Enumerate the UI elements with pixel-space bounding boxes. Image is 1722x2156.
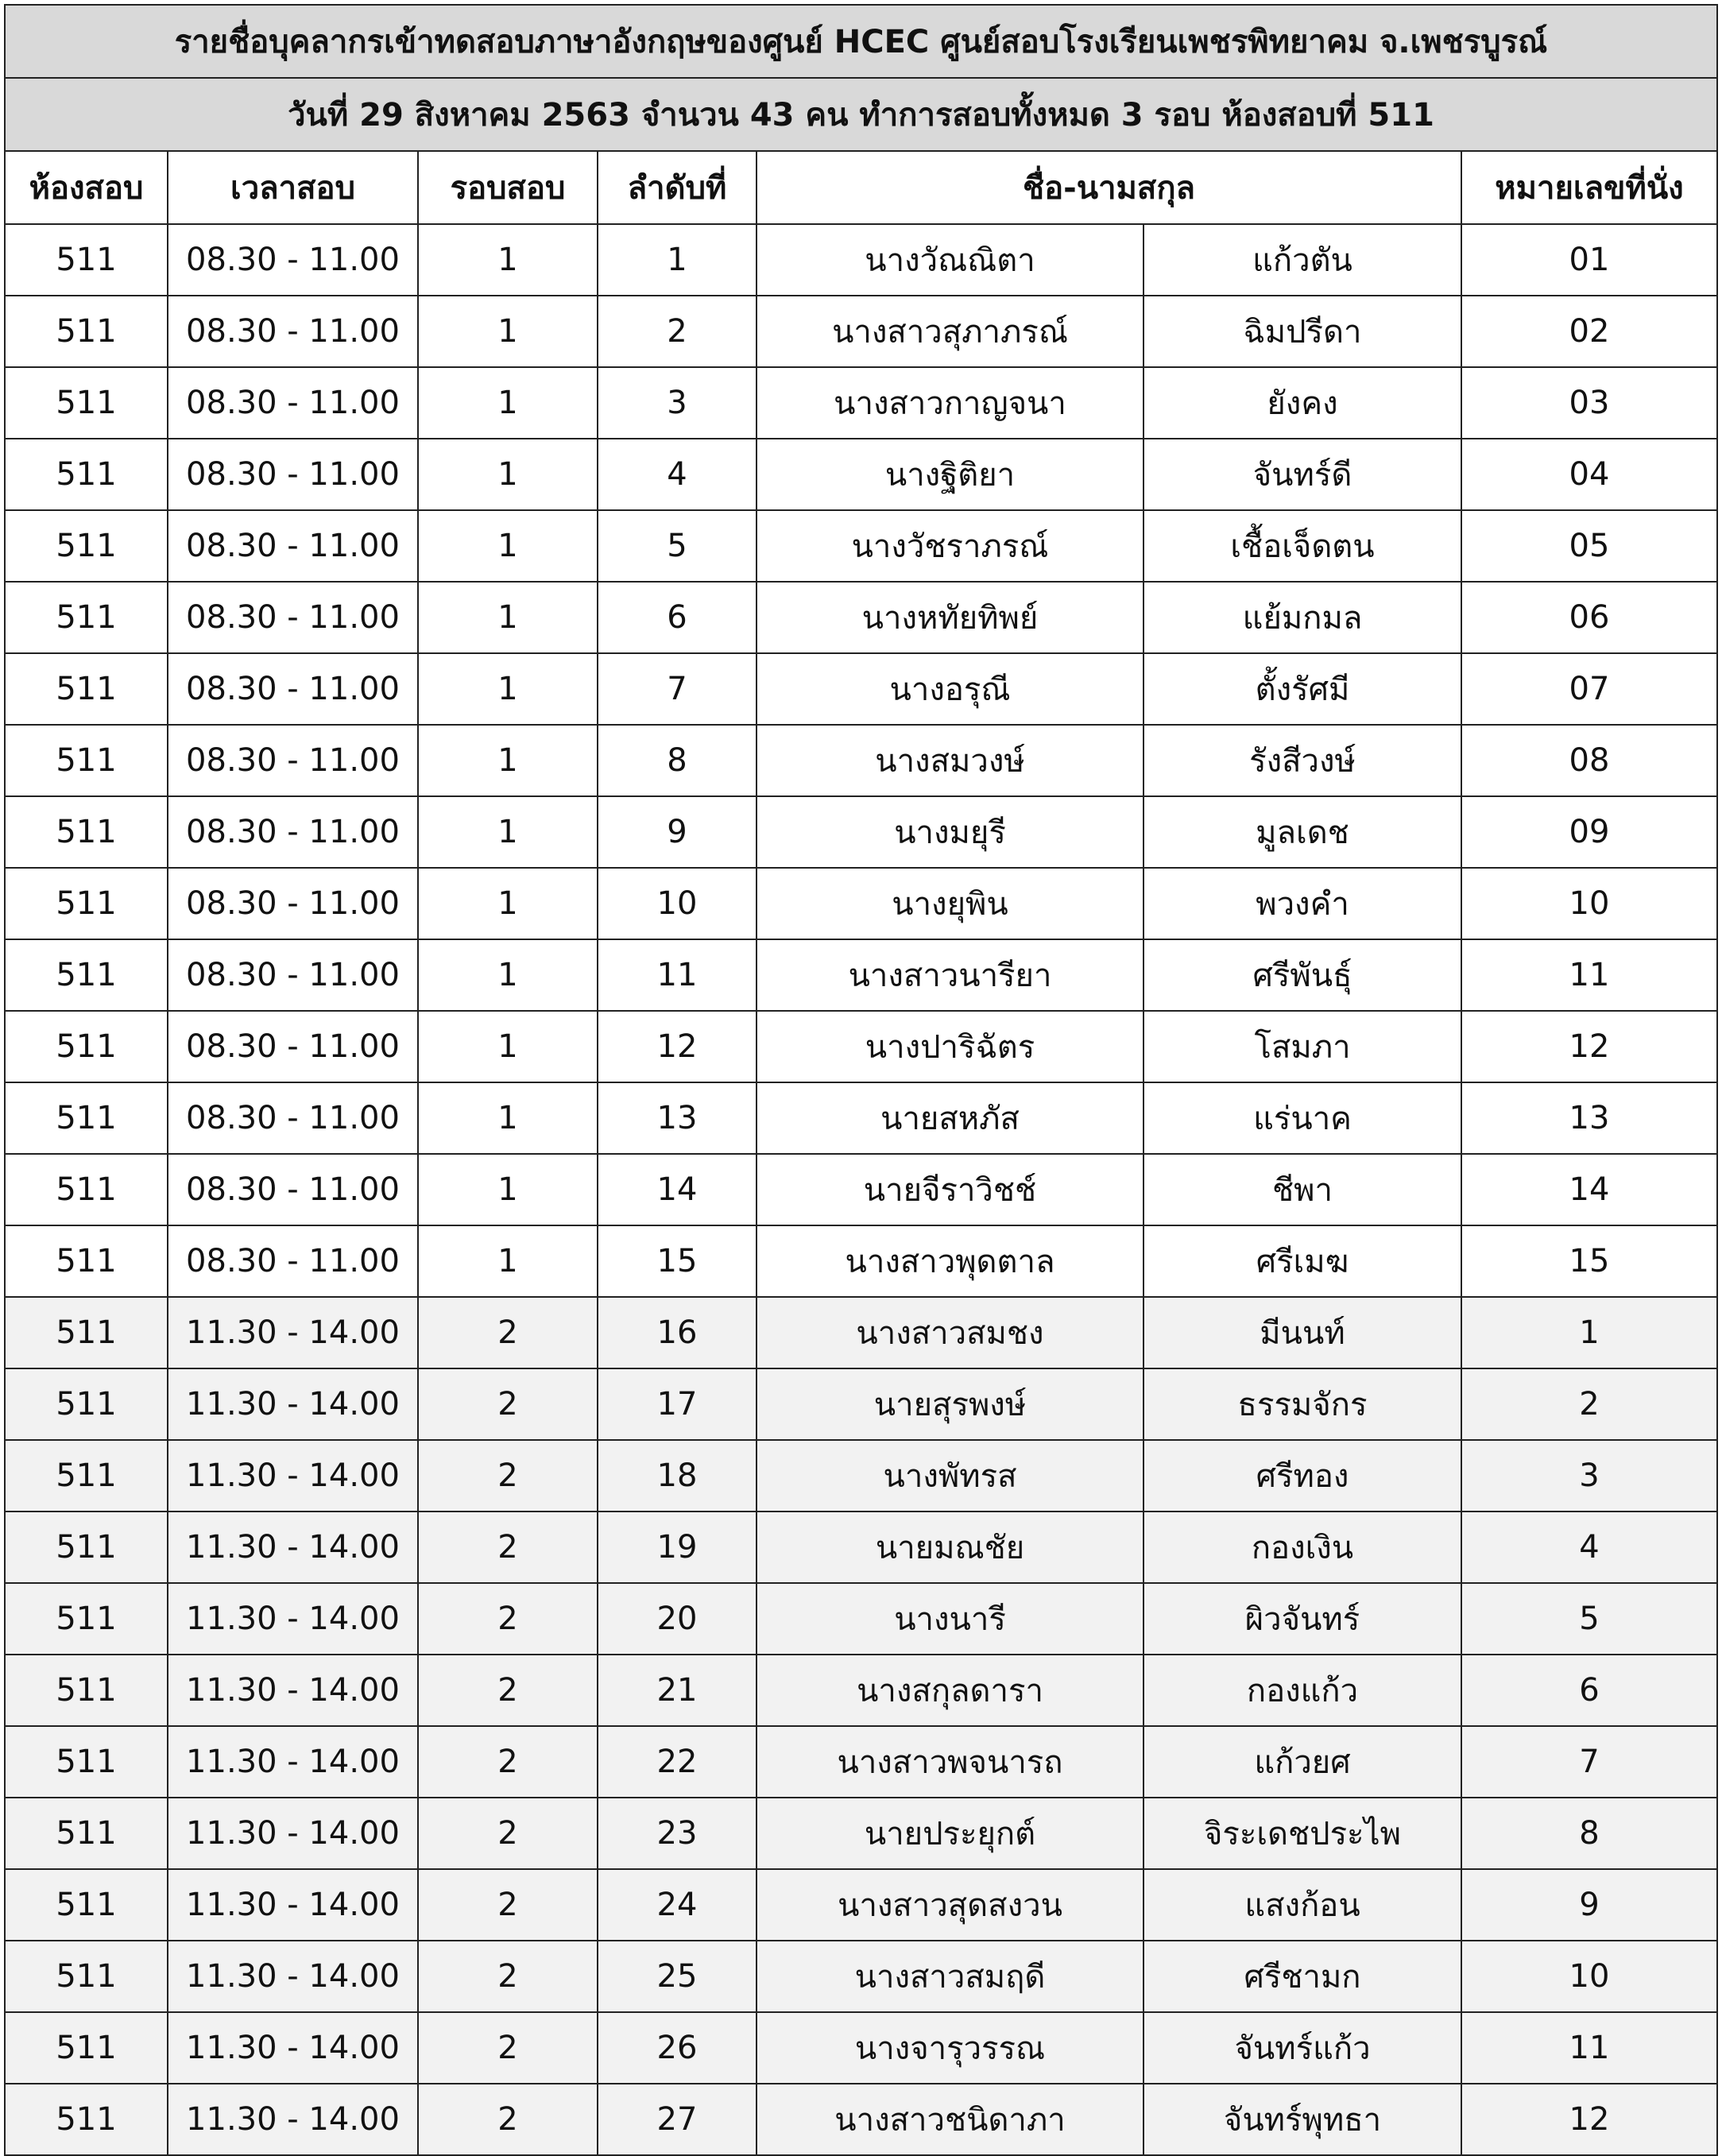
cell-first-name: นางอรุณี	[757, 653, 1143, 725]
table-row	[5, 439, 1717, 510]
cell-first-name: นางยุพิน	[757, 868, 1143, 939]
cell-room: 511	[5, 2012, 168, 2084]
cell-round: 2	[418, 1440, 598, 1512]
cell-first-name: นางสาวพจนารถ	[757, 1726, 1143, 1798]
table-row	[5, 939, 1717, 1011]
cell-last-name: รังสีวงษ์	[1143, 725, 1461, 796]
cell-room: 511	[5, 939, 168, 1011]
cell-round: 1	[418, 439, 598, 510]
table-row	[5, 1297, 1717, 1368]
cell-first-name: นางปาริฉัตร	[757, 1011, 1143, 1082]
cell-exam-time: 11.30 - 14.00	[168, 1297, 418, 1368]
cell-first-name: นางสาวสุภาภรณ์	[757, 296, 1143, 367]
cell-last-name: แร่นาค	[1143, 1082, 1461, 1154]
cell-last-name: ศรีพันธุ์	[1143, 939, 1461, 1011]
cell-room: 511	[5, 1798, 168, 1869]
cell-exam-time: 11.30 - 14.00	[168, 1655, 418, 1726]
cell-exam-time: 08.30 - 11.00	[168, 439, 418, 510]
table-row	[5, 367, 1717, 439]
cell-last-name: มูลเดช	[1143, 796, 1461, 868]
cell-order: 17	[598, 1368, 757, 1440]
cell-last-name: กองเงิน	[1143, 1512, 1461, 1583]
table-row	[5, 1798, 1717, 1869]
cell-seat-number: 10	[1461, 868, 1717, 939]
cell-seat-number: 04	[1461, 439, 1717, 510]
cell-round: 1	[418, 1154, 598, 1225]
cell-last-name: แก้วยศ	[1143, 1726, 1461, 1798]
cell-room: 511	[5, 1726, 168, 1798]
cell-exam-time: 08.30 - 11.00	[168, 510, 418, 582]
cell-room: 511	[5, 224, 168, 296]
cell-order: 13	[598, 1082, 757, 1154]
cell-seat-number: 2	[1461, 1368, 1717, 1440]
cell-exam-time: 08.30 - 11.00	[168, 296, 418, 367]
cell-room: 511	[5, 1869, 168, 1941]
cell-order: 1	[598, 224, 757, 296]
cell-first-name: นายประยุกต์	[757, 1798, 1143, 1869]
cell-order: 24	[598, 1869, 757, 1941]
column-header-row	[5, 151, 1717, 224]
table-row	[5, 868, 1717, 939]
cell-room: 511	[5, 1941, 168, 2012]
cell-last-name: ธรรมจักร	[1143, 1368, 1461, 1440]
cell-last-name: จันทร์แก้ว	[1143, 2012, 1461, 2084]
cell-round: 2	[418, 2084, 598, 2155]
cell-order: 18	[598, 1440, 757, 1512]
cell-round: 1	[418, 653, 598, 725]
table-row	[5, 1225, 1717, 1297]
cell-order: 15	[598, 1225, 757, 1297]
col-header-time: เวลาสอบ	[168, 151, 418, 224]
cell-room: 511	[5, 1011, 168, 1082]
cell-exam-time: 08.30 - 11.00	[168, 868, 418, 939]
cell-seat-number: 03	[1461, 367, 1717, 439]
cell-order: 23	[598, 1798, 757, 1869]
cell-room: 511	[5, 1440, 168, 1512]
table-row	[5, 725, 1717, 796]
cell-first-name: นางสมวงษ์	[757, 725, 1143, 796]
cell-first-name: นางสาวสมฤดี	[757, 1941, 1143, 2012]
cell-seat-number: 05	[1461, 510, 1717, 582]
cell-first-name: นางวัณณิตา	[757, 224, 1143, 296]
exam-roster-table	[4, 4, 1718, 2156]
cell-last-name: กองแก้ว	[1143, 1655, 1461, 1726]
cell-exam-time: 08.30 - 11.00	[168, 725, 418, 796]
table-row	[5, 1583, 1717, 1655]
cell-seat-number: 06	[1461, 582, 1717, 653]
cell-order: 22	[598, 1726, 757, 1798]
cell-last-name: ผิวจันทร์	[1143, 1583, 1461, 1655]
table-row	[5, 296, 1717, 367]
cell-last-name: จิระเดชประไพ	[1143, 1798, 1461, 1869]
cell-exam-time: 11.30 - 14.00	[168, 1941, 418, 2012]
table-row	[5, 582, 1717, 653]
cell-exam-time: 11.30 - 14.00	[168, 2012, 418, 2084]
cell-order: 14	[598, 1154, 757, 1225]
cell-round: 2	[418, 1726, 598, 1798]
table-row	[5, 1011, 1717, 1082]
roster-body	[5, 224, 1717, 2155]
cell-first-name: นางมยุรี	[757, 796, 1143, 868]
col-header-name: ชื่อ-นามสกุล	[757, 151, 1461, 224]
cell-exam-time: 08.30 - 11.00	[168, 224, 418, 296]
cell-round: 2	[418, 1512, 598, 1583]
col-header-seat: หมายเลขที่นั่ง	[1461, 151, 1717, 224]
table-row	[5, 2084, 1717, 2155]
cell-round: 1	[418, 582, 598, 653]
cell-room: 511	[5, 1512, 168, 1583]
cell-round: 1	[418, 1082, 598, 1154]
cell-seat-number: 7	[1461, 1726, 1717, 1798]
cell-order: 25	[598, 1941, 757, 2012]
cell-last-name: มีนนท์	[1143, 1297, 1461, 1368]
cell-seat-number: 08	[1461, 725, 1717, 796]
cell-round: 2	[418, 2012, 598, 2084]
cell-round: 2	[418, 1798, 598, 1869]
cell-first-name: นางจารุวรรณ	[757, 2012, 1143, 2084]
cell-last-name: พวงคำ	[1143, 868, 1461, 939]
cell-seat-number: 07	[1461, 653, 1717, 725]
cell-first-name: นางสาวนารียา	[757, 939, 1143, 1011]
cell-round: 1	[418, 367, 598, 439]
cell-round: 1	[418, 725, 598, 796]
cell-seat-number: 15	[1461, 1225, 1717, 1297]
cell-last-name: แก้วตัน	[1143, 224, 1461, 296]
cell-seat-number: 5	[1461, 1583, 1717, 1655]
cell-round: 2	[418, 1368, 598, 1440]
cell-seat-number: 11	[1461, 2012, 1717, 2084]
cell-seat-number: 3	[1461, 1440, 1717, 1512]
document-title: รายชื่อบุคลากรเข้าทดสอบภาษาอังกฤษของศูนย์ HCEC ศูนย์สอบโรงเรียนเพชรพิทยาคม จ.เพชรบูรณ์	[5, 5, 1717, 78]
cell-room: 511	[5, 1368, 168, 1440]
table-row	[5, 1154, 1717, 1225]
table-row	[5, 1082, 1717, 1154]
cell-round: 2	[418, 1941, 598, 2012]
cell-seat-number: 4	[1461, 1512, 1717, 1583]
cell-last-name: ศรีชามก	[1143, 1941, 1461, 2012]
cell-exam-time: 11.30 - 14.00	[168, 1583, 418, 1655]
cell-last-name: ชีพา	[1143, 1154, 1461, 1225]
cell-order: 6	[598, 582, 757, 653]
document-subtitle: วันที่ 29 สิงหาคม 2563 จำนวน 43 คน ทำการสอบทั้งหมด 3 รอบ ห้องสอบที่ 511	[5, 78, 1717, 151]
cell-exam-time: 11.30 - 14.00	[168, 1440, 418, 1512]
table-row	[5, 1941, 1717, 2012]
cell-order: 4	[598, 439, 757, 510]
cell-exam-time: 08.30 - 11.00	[168, 1225, 418, 1297]
cell-order: 16	[598, 1297, 757, 1368]
cell-seat-number: 09	[1461, 796, 1717, 868]
cell-last-name: เชื้อเจ็ดตน	[1143, 510, 1461, 582]
cell-first-name: นายสุรพงษ์	[757, 1368, 1143, 1440]
cell-seat-number: 6	[1461, 1655, 1717, 1726]
cell-exam-time: 08.30 - 11.00	[168, 1154, 418, 1225]
title-row-1	[5, 5, 1717, 78]
cell-order: 10	[598, 868, 757, 939]
cell-room: 511	[5, 725, 168, 796]
cell-order: 7	[598, 653, 757, 725]
cell-order: 19	[598, 1512, 757, 1583]
cell-seat-number: 13	[1461, 1082, 1717, 1154]
cell-room: 511	[5, 582, 168, 653]
title-row-2	[5, 78, 1717, 151]
cell-last-name: ฉิมปรีดา	[1143, 296, 1461, 367]
cell-room: 511	[5, 510, 168, 582]
cell-first-name: นางฐิติยา	[757, 439, 1143, 510]
cell-room: 511	[5, 1082, 168, 1154]
cell-first-name: นางหทัยทิพย์	[757, 582, 1143, 653]
cell-first-name: นางสาวกาญจนา	[757, 367, 1143, 439]
cell-first-name: นางสาวพุดตาล	[757, 1225, 1143, 1297]
cell-seat-number: 01	[1461, 224, 1717, 296]
cell-order: 11	[598, 939, 757, 1011]
cell-first-name: นางสาวสมชง	[757, 1297, 1143, 1368]
cell-last-name: โสมภา	[1143, 1011, 1461, 1082]
cell-last-name: ศรีทอง	[1143, 1440, 1461, 1512]
cell-room: 511	[5, 653, 168, 725]
cell-seat-number: 11	[1461, 939, 1717, 1011]
cell-order: 5	[598, 510, 757, 582]
cell-round: 1	[418, 296, 598, 367]
cell-first-name: นายสหภัส	[757, 1082, 1143, 1154]
cell-seat-number: 02	[1461, 296, 1717, 367]
cell-exam-time: 11.30 - 14.00	[168, 1368, 418, 1440]
cell-round: 1	[418, 868, 598, 939]
cell-order: 21	[598, 1655, 757, 1726]
cell-last-name: แสงก้อน	[1143, 1869, 1461, 1941]
cell-round: 1	[418, 224, 598, 296]
table-row	[5, 653, 1717, 725]
table-row	[5, 1869, 1717, 1941]
cell-round: 1	[418, 796, 598, 868]
cell-first-name: นางพัทรส	[757, 1440, 1143, 1512]
cell-first-name: นางสกุลดารา	[757, 1655, 1143, 1726]
cell-room: 511	[5, 2084, 168, 2155]
cell-exam-time: 08.30 - 11.00	[168, 939, 418, 1011]
cell-round: 2	[418, 1297, 598, 1368]
cell-order: 27	[598, 2084, 757, 2155]
cell-order: 2	[598, 296, 757, 367]
cell-seat-number: 14	[1461, 1154, 1717, 1225]
cell-room: 511	[5, 367, 168, 439]
cell-last-name: ศรีเมฆ	[1143, 1225, 1461, 1297]
cell-last-name: ตั้งรัศมี	[1143, 653, 1461, 725]
cell-exam-time: 08.30 - 11.00	[168, 1082, 418, 1154]
cell-room: 511	[5, 296, 168, 367]
cell-first-name: นางสาวชนิดาภา	[757, 2084, 1143, 2155]
cell-exam-time: 11.30 - 14.00	[168, 1798, 418, 1869]
cell-last-name: ยังคง	[1143, 367, 1461, 439]
table-row	[5, 796, 1717, 868]
table-row	[5, 224, 1717, 296]
cell-order: 26	[598, 2012, 757, 2084]
cell-seat-number: 12	[1461, 2084, 1717, 2155]
table-row	[5, 1440, 1717, 1512]
cell-round: 2	[418, 1583, 598, 1655]
cell-order: 12	[598, 1011, 757, 1082]
cell-seat-number: 1	[1461, 1297, 1717, 1368]
table-row	[5, 2012, 1717, 2084]
cell-round: 1	[418, 939, 598, 1011]
cell-last-name: จันทร์พุทธา	[1143, 2084, 1461, 2155]
cell-exam-time: 08.30 - 11.00	[168, 582, 418, 653]
col-header-order: ลำดับที่	[598, 151, 757, 224]
cell-round: 1	[418, 1011, 598, 1082]
cell-room: 511	[5, 1154, 168, 1225]
cell-room: 511	[5, 439, 168, 510]
cell-room: 511	[5, 1583, 168, 1655]
cell-seat-number: 9	[1461, 1869, 1717, 1941]
cell-room: 511	[5, 796, 168, 868]
cell-order: 3	[598, 367, 757, 439]
col-header-round: รอบสอบ	[418, 151, 598, 224]
cell-room: 511	[5, 1225, 168, 1297]
cell-exam-time: 11.30 - 14.00	[168, 1726, 418, 1798]
table-row	[5, 1512, 1717, 1583]
cell-exam-time: 08.30 - 11.00	[168, 653, 418, 725]
table-row	[5, 1655, 1717, 1726]
cell-exam-time: 11.30 - 14.00	[168, 1869, 418, 1941]
cell-room: 511	[5, 1297, 168, 1368]
cell-exam-time: 08.30 - 11.00	[168, 796, 418, 868]
cell-round: 1	[418, 510, 598, 582]
cell-exam-time: 11.30 - 14.00	[168, 2084, 418, 2155]
cell-first-name: นายจีราวิชช์	[757, 1154, 1143, 1225]
cell-order: 20	[598, 1583, 757, 1655]
cell-round: 2	[418, 1869, 598, 1941]
cell-seat-number: 8	[1461, 1798, 1717, 1869]
cell-order: 9	[598, 796, 757, 868]
cell-seat-number: 10	[1461, 1941, 1717, 2012]
cell-room: 511	[5, 1655, 168, 1726]
cell-exam-time: 08.30 - 11.00	[168, 367, 418, 439]
cell-last-name: แย้มกมล	[1143, 582, 1461, 653]
cell-first-name: นายมณชัย	[757, 1512, 1143, 1583]
cell-first-name: นางนารี	[757, 1583, 1143, 1655]
cell-first-name: นางสาวสุดสงวน	[757, 1869, 1143, 1941]
cell-round: 2	[418, 1655, 598, 1726]
cell-exam-time: 08.30 - 11.00	[168, 1011, 418, 1082]
cell-order: 8	[598, 725, 757, 796]
cell-exam-time: 11.30 - 14.00	[168, 1512, 418, 1583]
col-header-room: ห้องสอบ	[5, 151, 168, 224]
table-row	[5, 510, 1717, 582]
cell-seat-number: 12	[1461, 1011, 1717, 1082]
cell-room: 511	[5, 868, 168, 939]
cell-first-name: นางวัชราภรณ์	[757, 510, 1143, 582]
table-row	[5, 1368, 1717, 1440]
cell-last-name: จันทร์ดี	[1143, 439, 1461, 510]
table-row	[5, 1726, 1717, 1798]
cell-round: 1	[418, 1225, 598, 1297]
